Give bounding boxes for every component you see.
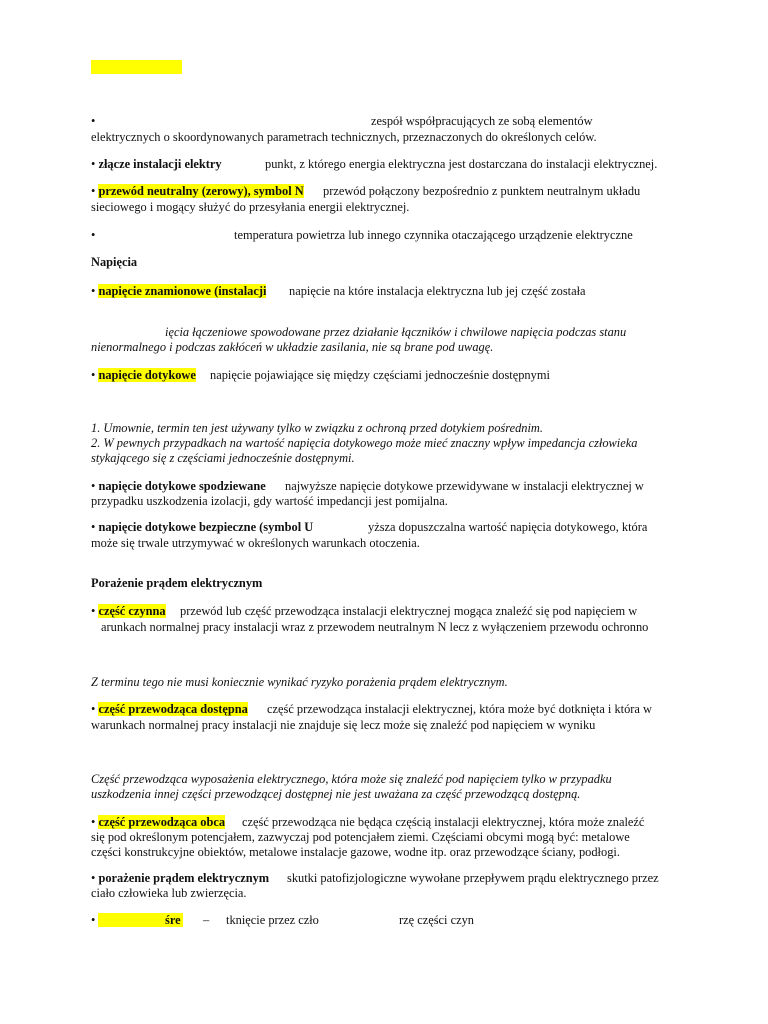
item-9-line-2: arunkach normalnej pracy instalacji wraz z przewodem neutralnym N lecz z wyłączeniem przewodu ochronno (101, 620, 649, 634)
item-1-line-1: zespół współpracujących ze sobą elementów (371, 114, 593, 128)
bullet-item-8 (91, 520, 313, 535)
item-12-line-1: skutki patofizjologiczne wywołane przepływem prądu elektrycznego przez (287, 871, 659, 885)
term-highlighted: napięcie dotykowe (98, 368, 196, 382)
item-12-line-2: ciało człowieka lub zwierzęcia. (91, 886, 247, 900)
highlight-bar (91, 60, 182, 74)
section-heading-napiecia: Napięcia (91, 255, 138, 269)
item-5-definition: napięcie na które instalacja elektryczna lub jej część została (289, 284, 586, 298)
bullet-item-4 (91, 228, 95, 243)
term: porażenie prądem elektrycznym (98, 871, 270, 885)
bullet-item-7 (91, 479, 266, 494)
item-11-line-2: się pod określonym potencjałem, zazwyczaj pod potencjałem ziemi. Częściami obcymi mogą być: metalowe (91, 830, 630, 844)
note-4-line-2: uszkodzenia innej części przewodzącej dostępnej nie jest uważana za część przewodzącą dostępną. (91, 787, 581, 801)
item-7-line-2: przypadku uszkodzenia izolacji, gdy wartość impedancji jest pomijalna. (91, 494, 448, 508)
term: złącze instalacji elektry (98, 157, 222, 171)
bullet-item-10 (91, 702, 248, 717)
item-11-line-3: części konstrukcyjne obiektów, metalowe instalacje gazowe, wodne itp. oraz przewodzące ściany, podłogi. (91, 845, 620, 859)
term-highlighted: część przewodząca obca (98, 815, 226, 829)
bullet-item-5 (91, 284, 266, 299)
item-13-fragment-2: rzę części czyn (399, 913, 474, 927)
item-3-line-1: przewód połączony bezpośrednio z punktem neutralnym układu (323, 184, 641, 198)
term-highlighted: przewód neutralny (zerowy), symbol N (98, 184, 304, 198)
item-8-line-1: yższa dopuszczalna wartość napięcia dotykowego, która (368, 520, 648, 534)
note-2-line-2: 2. W pewnych przypadkach na wartość napięcia dotykowego może mieć znaczny wpływ impedancja człowieka (91, 436, 638, 450)
item-13-dash: – (203, 913, 210, 927)
note-3: Z terminu tego nie musi koniecznie wynikać ryzyko porażenia prądem elektrycznym. (91, 675, 508, 689)
bullet: • (91, 368, 96, 382)
item-6-definition: napięcie pojawiające się między częściami jednocześnie dostępnymi (210, 368, 550, 382)
term-highlighted: napięcie znamionowe (instalacji (98, 284, 267, 298)
bullet: • (91, 157, 96, 171)
item-2-definition: punkt, z którego energia elektryczna jest dostarczana do instalacji elektrycznej. (265, 157, 658, 171)
bullet: • (91, 228, 96, 242)
bullet: • (91, 520, 96, 534)
bullet: • (91, 479, 96, 493)
item-13-fragment-1: tknięcie przez czło (226, 913, 319, 927)
item-4-definition: temperatura powietrza lub innego czynnika otaczającego urządzenie elektryczne (234, 228, 633, 242)
item-11-line-1: część przewodząca nie będąca częścią instalacji elektrycznej, która może znaleźć (242, 815, 645, 829)
note-2-line-3: stykającego się z częściami jednocześnie dostępnymi. (91, 451, 355, 465)
bullet-item-9 (91, 604, 166, 619)
bullet-item-11 (91, 815, 225, 830)
bullet-item-3 (91, 184, 304, 199)
note-1-line-2: nienormalnego i podczas zakłóceń w układzie zasilania, nie są brane pod uwagę. (91, 340, 494, 354)
term: napięcie dotykowe spodziewane (98, 479, 266, 493)
item-9-line-1: przewód lub część przewodząca instalacji elektrycznej mogąca znaleźć się pod napięciem w (180, 604, 638, 618)
bullet: • (91, 604, 96, 618)
item-3-line-2: sieciowego i mogący służyć do przesyłania energii elektrycznej. (91, 200, 410, 214)
item-13-term: śre (165, 913, 181, 927)
term-highlighted: część czynna (98, 604, 166, 618)
item-10-line-2: warunkach normalnej pracy instalacji nie znajduje się lecz może się znaleźć pod napięciem w wyniku (91, 718, 596, 732)
item-10-line-1: część przewodząca instalacji elektrycznej, która może być dotknięta i która w (267, 702, 652, 716)
bullet: • (91, 114, 96, 128)
item-8-line-2: może się trwale utrzymywać w określonych warunkach otoczenia. (91, 536, 420, 550)
bullet: • (91, 284, 96, 298)
bullet-item-12 (91, 871, 269, 886)
note-1-line-1: ięcia łączeniowe spowodowane przez działanie łączników i chwilowe napięcia podczas stanu (165, 325, 627, 339)
note-2-line-1: 1. Umownie, termin ten jest używany tylko w związku z ochroną przed dotykiem pośrednim. (91, 421, 543, 435)
item-7-line-1: najwyższe napięcie dotykowe przewidywane w instalacji elektrycznej w (285, 479, 644, 493)
term: napięcie dotykowe bezpieczne (symbol U (98, 520, 314, 534)
bullet-item-13 (91, 913, 95, 928)
term-highlighted: część przewodząca dostępna (98, 702, 248, 716)
bullet: • (91, 184, 96, 198)
item-1-line-2: elektrycznych o skoordynowanych parametrach technicznych, przeznaczonych do określonych celów. (91, 130, 597, 144)
bullet-item-6 (91, 368, 196, 383)
note-4-line-1: Część przewodząca wyposażenia elektrycznego, która może się znaleźć pod napięciem tylko w przypadku (91, 772, 612, 786)
bullet: • (91, 871, 96, 885)
bullet: • (91, 702, 96, 716)
bullet: • (91, 913, 96, 927)
bullet-item-1 (91, 114, 95, 129)
section-heading-porazenie: Porażenie prądem elektrycznym (91, 576, 263, 590)
bullet: • (91, 815, 96, 829)
bullet-item-2 (91, 157, 222, 172)
